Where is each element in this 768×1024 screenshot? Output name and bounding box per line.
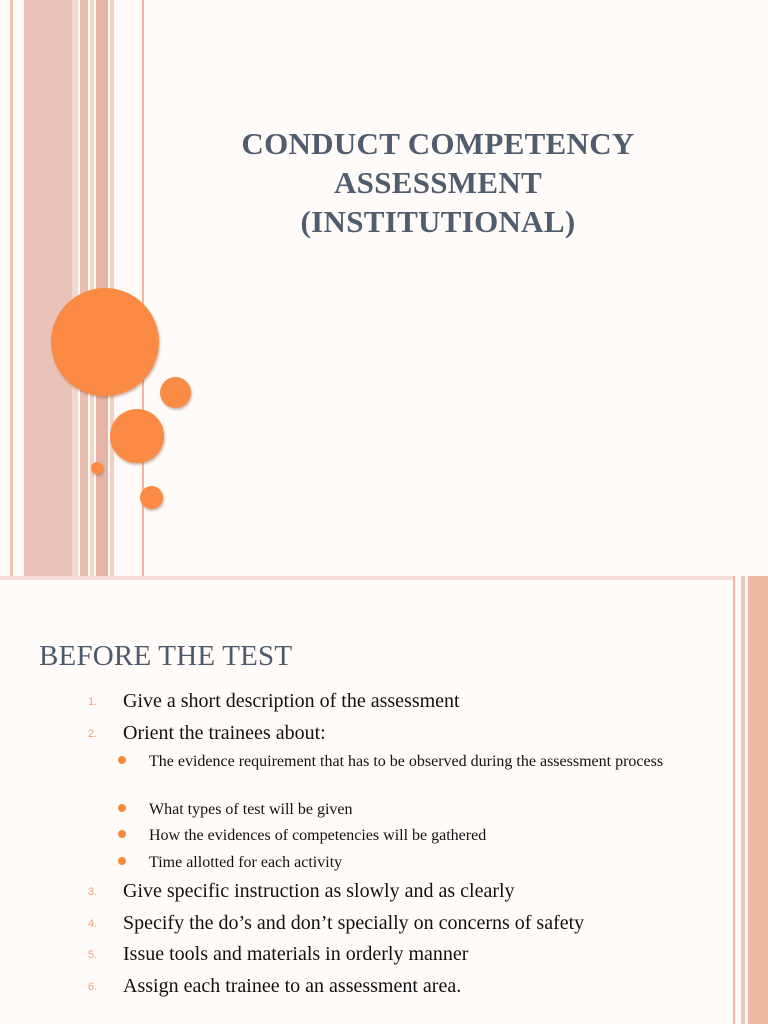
bullet-icon <box>118 830 126 838</box>
decorative-stripe <box>10 0 13 576</box>
list-number: 5. <box>88 949 98 961</box>
list-number: 4. <box>88 918 98 930</box>
sub-item-text: What types of test will be given <box>149 801 353 818</box>
decorative-circle-tiny <box>91 462 103 474</box>
sub-item-text: The evidence requirement that has to be observed during the assessment process <box>149 753 664 770</box>
list-item-text: Assign each trainee to an assessment area. <box>123 975 462 997</box>
decorative-stripe <box>24 0 72 576</box>
title-line: ASSESSMENT <box>333 165 543 200</box>
decorative-circle-medium <box>110 409 164 463</box>
decorative-circle-large <box>51 288 159 396</box>
list-number: 2. <box>88 728 98 740</box>
list-item-text: Specify the do’s and don’t specially on concerns of safety <box>123 912 585 934</box>
decorative-stripe <box>90 0 94 576</box>
decorative-circle <box>160 377 191 408</box>
slide-title <box>178 124 698 241</box>
decorative-circle-small <box>140 486 163 509</box>
bullet-icon <box>118 857 126 865</box>
list-item-text: Issue tools and materials in orderly manner <box>123 943 469 965</box>
title-line: (INSTITUTIONAL) <box>300 204 576 239</box>
list-item-text: Give specific instruction as slowly and as clearly <box>123 880 515 902</box>
list-number: 1. <box>88 696 98 708</box>
title-line: CONDUCT COMPETENCY <box>241 126 635 161</box>
list-item-text: Orient the trainees about: <box>123 722 326 744</box>
decorative-stripe <box>72 0 78 576</box>
sub-item-text: How the evidences of competencies will be gathered <box>149 827 487 844</box>
decorative-stripe <box>80 0 88 576</box>
decorative-stripe <box>741 576 745 1024</box>
bullet-icon <box>118 756 126 764</box>
divider <box>0 576 733 580</box>
decorative-stripe <box>748 576 768 1024</box>
list-number: 3. <box>88 886 98 898</box>
sub-item-text: Time allotted for each activity <box>149 854 343 871</box>
bullet-icon <box>118 804 126 812</box>
decorative-stripe <box>733 576 735 1024</box>
section-heading: BEFORE THE TEST <box>39 640 293 672</box>
list-number: 6. <box>88 981 98 993</box>
list-item-text: Give a short description of the assessment <box>123 690 460 712</box>
content-slide <box>0 576 768 1024</box>
